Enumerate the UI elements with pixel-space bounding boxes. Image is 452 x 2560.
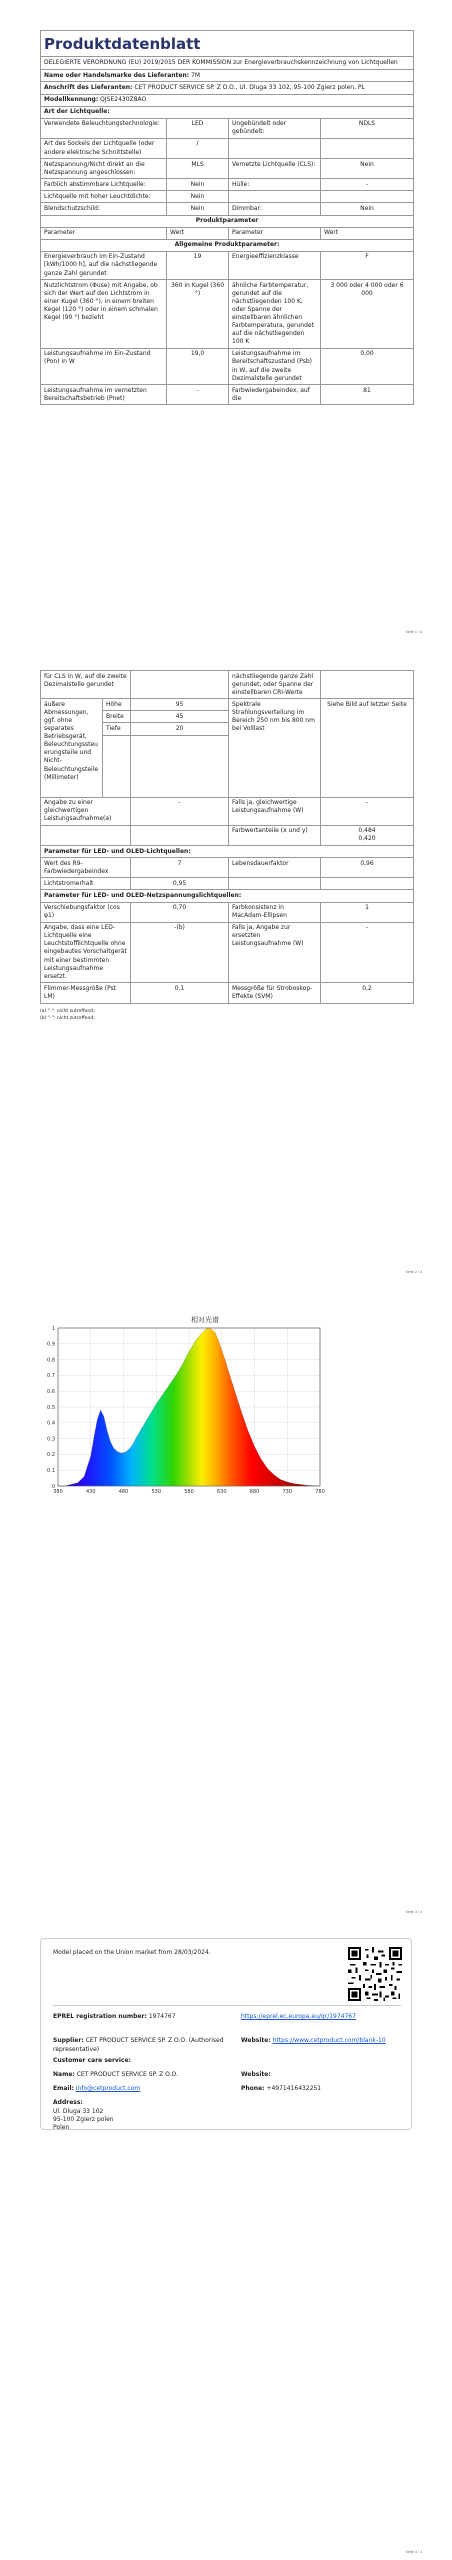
table-row: [41, 699, 414, 711]
table-row: [41, 902, 414, 922]
page-number: Seite 4 / 4: [405, 2550, 422, 2554]
cell-label: Farbkonsistenz in MacAdam-Ellipsen: [229, 902, 321, 922]
eprel-value: 1974767: [148, 2013, 176, 2020]
x-tick-label: 680: [249, 1489, 260, 1495]
x-tick-label: 730: [282, 1489, 293, 1495]
spacer-cell: [131, 735, 229, 797]
chromaticity-label: Farbwertanteile (x und y): [229, 825, 321, 845]
supplier-value: CET PRODUCT SERVICE SP. Z O.O. (Authorised representative): [53, 2037, 224, 2053]
y-tick-label: 0.5: [47, 1404, 55, 1411]
column-header-row: [41, 227, 414, 239]
outer-dimensions-label: äußere Abmessungen, ggf. ohne separates Betriebsgerät, Beleuchtungssteuerungsteile und Nicht-Beleuchtungsteile (Millimeter): [41, 699, 103, 797]
y-tick-label: 0.7: [47, 1373, 55, 1380]
cell-label: Dimmbar:: [229, 203, 321, 215]
equivalent-power-right-label: Falls ja, gleichwertige Leistungsaufnahme (W): [229, 797, 321, 825]
x-tick-label: 780: [315, 1489, 325, 1495]
address-line: Polen: [53, 2123, 70, 2131]
spectrum-chart: [40, 1312, 340, 1497]
care-website-label: Website:: [241, 2071, 271, 2078]
phone-value: +4971416432251: [266, 2085, 322, 2092]
address-line: Ul. Dluga 33 102: [53, 2108, 104, 2115]
cell-value: MLS: [167, 159, 229, 179]
supplier-name-row: [41, 70, 414, 82]
y-tick-label: 1: [51, 1325, 55, 1332]
cell-value: 360 in Kugel (360 °): [167, 280, 229, 349]
y-tick-label: 0.4: [47, 1420, 55, 1427]
page-4: [0, 1920, 452, 2560]
cell-value: 81: [321, 385, 414, 405]
supplier-label: Supplier:: [53, 2037, 84, 2044]
eprel-link[interactable]: https://eprel.ec.europa.eu/qr/1974767: [241, 2013, 356, 2020]
address-block: [53, 2108, 114, 2131]
cell-label: Falls ja, Angabe zur ersetzten Leistungsaufnahme (W): [229, 922, 321, 983]
table-row: [41, 983, 414, 1003]
x-tick-label: 380: [53, 1489, 63, 1495]
dimension-value: 45: [131, 711, 229, 723]
cell-value: 1: [321, 902, 414, 922]
qr-code-icon: [348, 1947, 402, 2001]
care-website-row: [241, 2071, 271, 2080]
model-label: Modellkennung:: [44, 96, 99, 104]
table-row: [41, 348, 414, 384]
cell-label: Ungebündelt oder gebündelt:: [229, 118, 321, 138]
cell-value: 19: [167, 251, 229, 279]
cell-label: Lichtquelle mit hoher Leuchtdichte:: [41, 191, 167, 203]
eprel-row: [53, 2013, 176, 2022]
empty-cell: [131, 825, 229, 845]
empty-cell: [41, 825, 131, 845]
y-tick-label: 0.8: [47, 1357, 55, 1364]
equivalent-power-label: Angabe zu einer gleichwertigen Leistungsaufnahme(a): [41, 797, 131, 825]
product-info-table: [40, 30, 414, 405]
cell-label: Art des Sockels der Lichtquelle (oder andere elektrische Schnittstelle): [41, 138, 167, 158]
page-number: Seite 2 / 4: [405, 1270, 422, 1274]
cell-value: 7: [131, 858, 229, 878]
address-line: 95-100 Zgierz polen: [53, 2115, 114, 2123]
spectral-distribution-value: Siehe Bild auf letzter Seite: [321, 699, 414, 797]
cell-label: für CLS in W, auf die zweite Dezimalstelle gerundet: [41, 671, 131, 699]
table-row: [41, 203, 414, 215]
chromaticity-value: [321, 825, 414, 845]
chart-title: 相对光谱: [191, 1316, 219, 1324]
table-row: [41, 858, 414, 878]
cell-label: Farblich abstimmbare Lichtquelle:: [41, 179, 167, 191]
page-1: [0, 0, 452, 640]
cell-value: /: [167, 138, 229, 158]
footnote-b: (b) "-": nicht zutreffend;: [40, 1015, 95, 1021]
cell-value: [321, 671, 414, 699]
cell-value: LED: [167, 118, 229, 138]
cell-label: Farbwiedergabeindex, auf die: [229, 385, 321, 405]
cell-label: ähnliche Farbtemperatur, gerundet auf die nächstliegenden 100 K, oder Spanne der einstellbaren ähnlichen Farbtemperatura, gerundet auf die nächstliegenden 100 K: [229, 280, 321, 349]
table-row: [41, 179, 414, 191]
cell-value: 0,96: [321, 858, 414, 878]
table-row: [41, 797, 414, 825]
dimension-name: Tiefe: [103, 723, 131, 735]
phone-row: [241, 2085, 321, 2094]
cell-label: Hülle:: [229, 179, 321, 191]
cell-value: Nein: [167, 203, 229, 215]
supplier-address-row: [41, 82, 414, 94]
cell-value: -: [321, 179, 414, 191]
table-row: [41, 922, 414, 983]
divider: [53, 2005, 401, 2006]
website-link[interactable]: https://www.cetproduct.com/blank-10: [272, 2037, 386, 2044]
x-tick-label: 630: [216, 1489, 227, 1495]
cell-value: Nein: [167, 179, 229, 191]
cell-value: F: [321, 251, 414, 279]
cell-label: [229, 191, 321, 203]
cell-label: Energieeffizienzklasse: [229, 251, 321, 279]
column-header-parameter: Parameter: [41, 227, 167, 239]
cell-label: Lichtstromerhalt: [41, 878, 131, 890]
table-row: [41, 280, 414, 349]
cell-label: Angabe, dass eine LED-Lichtquelle eine Leuchtstofflichtquelle ohne eingebautes Vorschaltgerät mit einer bestimmten Leistungsaufnahme ersetzt.: [41, 922, 131, 983]
table-row: [41, 251, 414, 279]
product-info-card: [40, 1938, 412, 2130]
cell-value: -: [321, 922, 414, 983]
y-tick-label: 0.1: [47, 1468, 55, 1474]
spacer-cell: [103, 735, 131, 797]
cell-label: Messgröße für Stroboskop-Effekte (SVM): [229, 983, 321, 1003]
cell-value: [131, 671, 229, 699]
cell-value: -(b): [131, 922, 229, 983]
market-note: Model placed on the Union market from 28/03/2024.: [53, 1949, 211, 1956]
column-header-value: Wert: [321, 227, 414, 239]
cell-label: Wert des R9-Farbwiedergabeindex: [41, 858, 131, 878]
table-row: [41, 191, 414, 203]
cell-value: 0,1: [131, 983, 229, 1003]
regulation-text: DELEGIERTE VERORDNUNG (EU) 2019/2015 DER KOMMISSION zur Energieverbrauchskennzeichnung von Lichtquellen: [44, 59, 398, 67]
y-tick-label: 0.3: [47, 1436, 55, 1443]
cell-value: 0,70: [131, 902, 229, 922]
cell-value: 0,2: [321, 983, 414, 1003]
care-name-row: [53, 2071, 178, 2080]
spectrum-chart-svg: [40, 1312, 340, 1497]
supplier-name-label: Name oder Handelsmarke des Lieferanten:: [44, 71, 190, 79]
supplier-address-label: Anschrift des Lieferanten:: [44, 83, 133, 91]
care-name-value: CET PRODUCT SERVICE SP. Z O.O.: [76, 2071, 178, 2078]
spectral-distribution-label: Spektrale Strahlungsverteilung im Bereich 250 nm bis 800 nm bei Volllast: [229, 699, 321, 797]
supplier-row: [53, 2037, 233, 2054]
cell-value: -: [167, 385, 229, 405]
column-header-value: Wert: [167, 227, 229, 239]
table-row: [41, 825, 414, 845]
page-number: Seite 3 / 4: [405, 1910, 422, 1914]
cell-label: Energieverbrauch im Ein-Zustand [kWh/1000 h], auf die nächstliegende ganze Zahl gerundet: [41, 251, 167, 279]
equivalent-power-right-value: -: [321, 797, 414, 825]
cell-label: Leistungsaufnahme im Bereitschaftszustand (Psb) in W, auf die zweite Dezimalstelle gerundet: [229, 348, 321, 384]
cell-label: Blendschutzschild:: [41, 203, 167, 215]
cell-label: Verwendete Beleuchtungstechnologie:: [41, 118, 167, 138]
chromaticity-y: 0,420: [358, 835, 376, 843]
datasheet-sheet-2: [40, 670, 413, 1022]
document-title: Produktdatenblatt: [41, 31, 413, 57]
page-number: Seite 1 / 4: [405, 630, 422, 634]
x-tick-label: 430: [85, 1489, 96, 1495]
supplier-name-value: 7M: [191, 71, 201, 79]
cell-label: [229, 878, 321, 890]
cell-label: Netzspannung/Nicht direkt an die Netzspannung angeschlossen:: [41, 159, 167, 179]
eprel-label: EPREL registration number:: [53, 2013, 147, 2020]
section-general-parameters: Allgemeine Produktparameter:: [41, 239, 414, 251]
website-row: [241, 2037, 401, 2046]
phone-label: Phone:: [241, 2085, 265, 2092]
cell-value: [321, 878, 414, 890]
dimension-name: Höhe: [103, 699, 131, 711]
model-row: [41, 94, 414, 106]
section-product-parameters: Produktparameter: [41, 215, 414, 227]
y-tick-label: 0.6: [47, 1389, 55, 1395]
cell-value: Nein: [321, 159, 414, 179]
dimension-value: 95: [131, 699, 229, 711]
section-mains-led-parameters: Parameter für LED- und OLED-Netzspannungslichtquellen:: [41, 890, 414, 902]
footnotes: [40, 1008, 413, 1023]
cell-label: Leistungsaufnahme im Ein-Zustand (Pon) in W: [41, 348, 167, 384]
y-tick-label: 0: [51, 1483, 55, 1490]
datasheet-sheet-1: [40, 30, 413, 405]
section-led-parameters: Parameter für LED- und OLED-Lichtquellen:: [41, 846, 414, 858]
table-row: [41, 138, 414, 158]
x-tick-label: 530: [151, 1489, 162, 1495]
page-3: [0, 1280, 452, 1920]
table-row: [41, 159, 414, 179]
column-header-parameter: Parameter: [229, 227, 321, 239]
cell-label: Lebensdauerfaktor: [229, 858, 321, 878]
cell-label: [229, 138, 321, 158]
dimension-value: 20: [131, 723, 229, 735]
model-value: QJSE2430Z8AO: [100, 96, 147, 104]
equivalent-power-value: -: [131, 797, 229, 825]
table-row: [41, 385, 414, 405]
cell-label: nächstliegende ganze Zahl gerundet, oder Spanne der einstellbaren CRI-Werte: [229, 671, 321, 699]
address-label: Address:: [53, 2099, 83, 2106]
cell-value: 3 000 oder 4 000 oder 6 000: [321, 280, 414, 349]
cell-label: Leistungsaufnahme im vernetzten Bereitschaftsbetrieb (Pnet): [41, 385, 167, 405]
cell-value: Nein: [167, 191, 229, 203]
y-tick-label: 0.9: [47, 1341, 55, 1348]
page-2: [0, 640, 452, 1280]
email-link[interactable]: info@cetproduct.com: [75, 2085, 141, 2092]
light-source-type-label: Art der Lichtquelle:: [41, 106, 414, 118]
email-row: [53, 2085, 140, 2094]
dimension-name: Breite: [103, 711, 131, 723]
x-tick-label: 480: [118, 1489, 129, 1495]
customer-care-label: Customer care service:: [53, 2057, 131, 2064]
y-tick-label: 0.2: [47, 1452, 55, 1459]
cell-value: 0,95: [131, 878, 229, 890]
email-label: Email:: [53, 2085, 74, 2092]
cell-value: [321, 138, 414, 158]
cell-label: Nutzlichtstrom (Φuse) mit Angabe, ob sich der Wert auf den Lichtstrom in einer Kugel (360 °), in einem breiten Kegel (120 °) oder in einem schmalen Kegel (90 °) bezieht: [41, 280, 167, 349]
parameters-table-continued: [40, 670, 414, 1004]
footnote-a: (a) "-": nicht zutreffend;: [40, 1008, 95, 1014]
cell-value: 19,0: [167, 348, 229, 384]
chromaticity-x: 0,484: [358, 827, 376, 835]
cell-value: [321, 191, 414, 203]
care-name-label: Name:: [53, 2071, 75, 2078]
table-row: [41, 671, 414, 699]
website-label: Website:: [241, 2037, 271, 2044]
cell-label: Vernetzte Lichtquelle (CLS):: [229, 159, 321, 179]
table-row: [41, 878, 414, 890]
cell-label: Flimmer-Messgröße (Pst LM): [41, 983, 131, 1003]
cell-value: Nein: [321, 203, 414, 215]
supplier-address-value: CET PRODUCT SERVICE SP. Z O.O., Ul. Dluga 33 102, 95-100 Zgierz polen, PL: [134, 83, 365, 91]
cell-label: Verschiebungsfaktor (cos φ1): [41, 902, 131, 922]
cell-value: NDLS: [321, 118, 414, 138]
cell-value: 0,00: [321, 348, 414, 384]
table-row: [41, 118, 414, 138]
x-tick-label: 580: [184, 1489, 194, 1495]
